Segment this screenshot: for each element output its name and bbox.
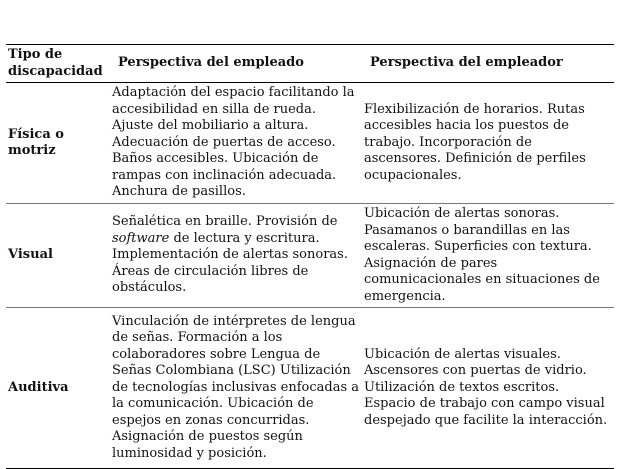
disability-adaptations-table <box>6 44 614 469</box>
employee-cell-visual <box>110 204 362 308</box>
employee-visual-software: software <box>112 230 170 246</box>
table-row <box>6 204 614 308</box>
employer-cell-auditory: Ubicación de alertas visuales. Ascensores con puertas de vidrio. Utilización de textos escritos. Espacio de trabajo con campo visual despejado que facilite la interacción. <box>364 346 608 428</box>
header-employer-perspective: Perspectiva del empleador <box>370 55 563 71</box>
row-type-auditory: Auditiva <box>8 379 69 395</box>
employee-visual-text-post: de lectura y escritura. Implementación de alertas sonoras. Áreas de circulación libres de obstáculos. <box>112 230 348 296</box>
employer-cell-physical: Flexibilización de horarios. Rutas accesibles hacia los puestos de trabajo. Incorporación de ascensores. Definición de perfiles ocupacionales. <box>364 101 586 183</box>
table-header-row <box>6 45 614 83</box>
row-type-visual: Visual <box>8 247 53 263</box>
table-row <box>6 83 614 204</box>
table-row <box>6 308 614 469</box>
employer-cell-visual: Ubicación de alertas sonoras. Pasamanos o barandillas en las escaleras. Superficies con textura. Asignación de pares comunicacionales en situaciones de emergencia. <box>364 206 600 304</box>
row-type-physical: Física o motriz <box>8 126 64 158</box>
employee-visual-text-pre: Señalética en braille. Provisión de <box>112 214 338 230</box>
employee-cell-auditory: Vinculación de intérpretes de lengua de señas. Formación a los colaboradores sobre Lengua de Señas Colombiana (LSC) Utilización de tecnologías inclusivas enfocadas a la comunicación. Ubicación de espejos en zonas concurridas. Asignación de puestos según luminosidad y posición. <box>112 313 359 461</box>
header-disability-type: Tipo de discapacidad <box>8 47 103 79</box>
employee-cell-physical: Adaptación del espacio facilitando la accesibilidad en silla de rueda. Ajuste del mobiliario a altura. Adecuación de puertas de acceso. Baños accesibles. Ubicación de rampas con inclinación adecuada. Anchura de pasillos. <box>112 85 355 200</box>
header-employee-perspective: Perspectiva del empleado <box>118 55 304 71</box>
